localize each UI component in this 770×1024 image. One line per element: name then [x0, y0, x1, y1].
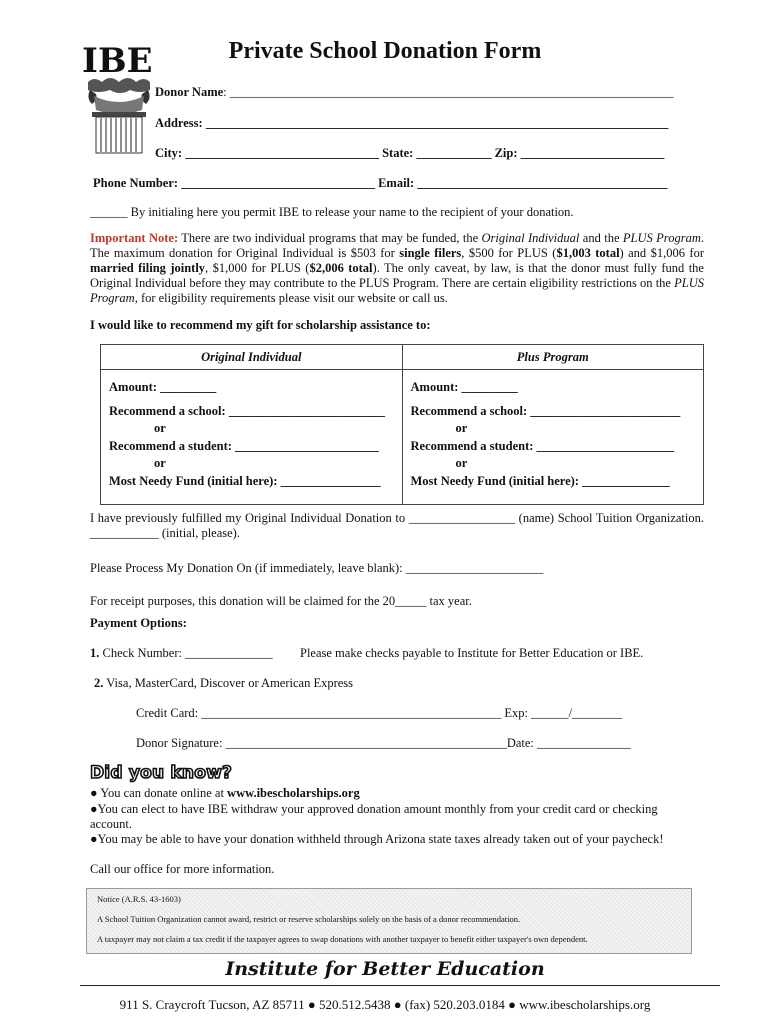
recommend-heading: I would like to recommend my gift for scholarship assistance to:	[90, 318, 431, 332]
notice-line-1: A School Tuition Organization cannot award, restrict or reserve scholarships solely on the basis of a donor recommendation.	[97, 914, 521, 924]
note-text: , $1,000 for PLUS (	[205, 261, 310, 275]
phone-label: Phone Number:	[93, 176, 179, 190]
plus-school-field[interactable]: Recommend a school: ________________________	[410, 403, 681, 418]
plus-program-cell	[402, 370, 704, 505]
note-text: , for eligibility requirements please visit our website or call us.	[134, 291, 448, 305]
col-header-original: Original Individual	[101, 345, 403, 370]
bullet-monthly-withdraw: ●You can elect to have IBE withdraw your approved donation amount monthly from your credit card or checking account.	[90, 802, 658, 831]
col-header-plus: Plus Program	[402, 345, 704, 370]
address-label: Address:	[155, 116, 203, 130]
donor-name-row: Donor Name: _______________________________________________________________________	[155, 85, 674, 99]
did-you-know-heading: Did you know?	[90, 763, 233, 783]
check-payable-note: Please make checks payable to Institute for Better Education or IBE.	[300, 646, 644, 660]
original-school-field[interactable]: Recommend a school: _________________________	[109, 403, 386, 418]
original-student-field[interactable]: Recommend a student: _______________________	[109, 438, 379, 453]
bullet-donate-online	[90, 786, 690, 801]
city-state-zip-row	[155, 146, 664, 161]
address-field[interactable]: __________________________________________________________________________	[205, 116, 669, 130]
donor-name-field[interactable]: _______________________________________________________________________	[229, 85, 674, 99]
state-field[interactable]: ____________	[416, 146, 492, 160]
footer-brand	[0, 958, 770, 980]
note-text: There are two individual programs that may be funded, the	[178, 231, 482, 245]
note-bold: married filing jointly	[90, 261, 206, 275]
or-label: or	[455, 456, 468, 470]
original-amount-field[interactable]: Amount: _________	[109, 380, 217, 394]
note-text: ). The only caveat, by law, is that the donor must fully fund the Original Individual before they may contribute to the PLUS Program. There are certain eligibility restrictions on the	[90, 261, 704, 290]
zip-field[interactable]: _______________________	[520, 146, 665, 160]
note-bold: $1,003 total	[556, 246, 620, 260]
address-row	[155, 116, 668, 131]
payment-option-check	[90, 646, 273, 661]
note-program-plus: PLUS Program	[90, 276, 704, 305]
original-needy-fund-field[interactable]: Most Needy Fund (initial here): ________________	[109, 473, 381, 488]
notice-box	[86, 888, 692, 954]
note-bold: single filers	[399, 246, 462, 260]
note-bold: $2,006 total	[309, 261, 373, 275]
tax-year-field[interactable]: For receipt purposes, this donation will be claimed for the 20_____ tax year.	[90, 594, 472, 608]
gift-table	[100, 344, 704, 505]
notice-line-2: A taxpayer may not claim a tax credit if the taxpayer agrees to swap donations with another taxpayer to benefit either taxpayer's own dependent.	[97, 934, 588, 944]
payment-heading: Payment Options:	[90, 616, 187, 630]
process-date-field[interactable]: Please Process My Donation On (if immediately, leave blank): ______________________	[90, 561, 544, 575]
plus-student-field[interactable]: Recommend a student: ______________________	[410, 438, 675, 453]
bullet-state-taxes: ●You may be able to have your donation withheld through Arizona state taxes already taken out of your paycheck!	[90, 832, 664, 846]
email-label: Email:	[378, 176, 415, 190]
credit-card-field[interactable]: Credit Card: ________________________________________________ Exp: ______/________	[136, 706, 623, 720]
footer-brand-text: Institute for Better Education	[215, 958, 554, 980]
signature-date-field[interactable]: Donor Signature: _____________________________________________Date: _______________	[136, 736, 631, 750]
svg-text:IBE: IBE	[82, 41, 153, 81]
phone-email-row	[93, 176, 667, 191]
plus-amount-field[interactable]: Amount: _________	[410, 380, 518, 394]
note-text: ) and $1,006 for	[619, 246, 704, 260]
permission-initial-field[interactable]: ______ By initialing here you permit IBE to release your name to the recipient of your donation.	[90, 205, 574, 219]
bullet-text: ● You can donate online at	[90, 786, 228, 800]
phone-field[interactable]: _______________________________	[181, 176, 375, 190]
note-text: , $500 for PLUS (	[461, 246, 557, 260]
or-label: or	[455, 421, 468, 435]
donor-name-label: Donor Name	[155, 85, 224, 99]
check-number-field[interactable]: Check Number: ______________	[102, 646, 273, 660]
important-note	[90, 231, 704, 306]
previous-donation-field[interactable]: I have previously fulfilled my Original Individual Donation to _________________ (name) School Tuition Organization. ___________ (initial, please).	[90, 511, 704, 540]
note-program-plus: PLUS Program	[622, 231, 701, 245]
note-program-original: Original Individual	[481, 231, 580, 245]
notice-title: Notice (A.R.S. 43-1603)	[97, 894, 181, 904]
option-number: 2.	[94, 676, 104, 690]
note-text: and the	[579, 231, 623, 245]
state-label: State:	[382, 146, 414, 160]
option-number: 1.	[90, 646, 100, 660]
city-label: City:	[155, 146, 183, 160]
footer-divider	[80, 985, 720, 986]
note-text: . The maximum donation for Original Individual is $503 for	[90, 231, 704, 260]
website-link[interactable]: www.ibescholarships.org	[227, 786, 360, 800]
city-field[interactable]: _______________________________	[185, 146, 379, 160]
email-field[interactable]: ________________________________________	[417, 176, 668, 190]
original-individual-cell	[101, 370, 403, 505]
or-label: or	[154, 421, 166, 435]
card-types-text: Visa, MasterCard, Discover or American Express	[106, 676, 354, 690]
footer-address: 911 S. Craycroft Tucson, AZ 85711 ● 520.512.5438 ● (fax) 520.203.0184 ● www.ibescholarships.org	[119, 997, 651, 1012]
or-label: or	[154, 456, 166, 470]
call-office-text: Call our office for more information.	[90, 862, 275, 876]
zip-label: Zip:	[494, 146, 518, 160]
page-title: Private School Donation Form	[228, 38, 542, 64]
payment-option-card	[94, 676, 353, 691]
plus-needy-fund-field[interactable]: Most Needy Fund (initial here): ______________	[410, 473, 670, 488]
important-label: Important Note:	[90, 231, 179, 245]
